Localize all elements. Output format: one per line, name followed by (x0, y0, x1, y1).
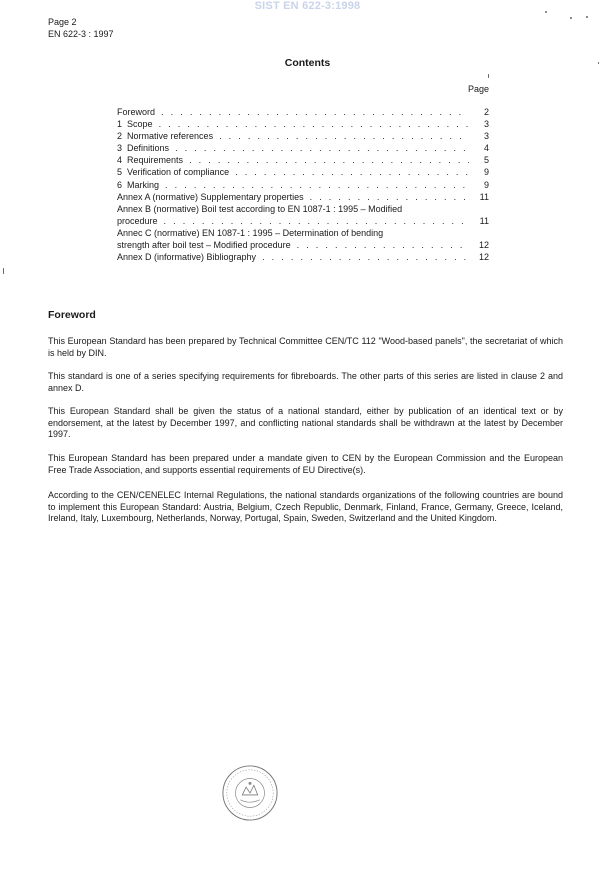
foreword-title: Foreword (48, 309, 96, 321)
toc-leader (161, 106, 469, 118)
toc-entry-annex-c-line1: Annec C (normative) EN 1087-1 : 1995 – Determination of bending (117, 227, 384, 238)
toc-leader (235, 166, 469, 178)
toc-entry-title: procedure (117, 215, 158, 226)
toc-entry-page: 12 (478, 240, 489, 251)
toc-entry-number: 5 (117, 167, 123, 178)
foreword-paragraph-4: This European Standard has been prepared under a mandate given to CEN by the European Commission and the European Free Trade Association, and supports essential requirements of EU Directive(s). (48, 453, 563, 475)
page-number: Page 2 (48, 17, 77, 27)
toc-entry-definitions (117, 142, 489, 154)
toc-entry-title: Scope (127, 119, 153, 130)
toc-entry-title: Annex D (informative) Bibliography (117, 252, 257, 263)
toc-entry-page: 3 (483, 119, 489, 130)
toc-entry-title: strength after boil test – Modified procedure (117, 240, 291, 251)
toc-entry-normative-references (117, 130, 489, 142)
toc-entry-foreword (117, 106, 489, 118)
contents-title: Contents (284, 57, 331, 69)
toc-entry-page: 9 (483, 179, 489, 190)
toc-entry-page: 4 (483, 143, 489, 154)
toc-entry-number: 6 (117, 179, 123, 190)
toc-entry-title: Foreword (117, 107, 156, 117)
standard-id: EN 622-3 : 1997 (48, 29, 114, 39)
toc-entry-page: 2 (483, 107, 489, 117)
toc-entry-title: Requirements (127, 155, 184, 166)
toc-leader (297, 239, 469, 251)
toc-entry-scope (117, 118, 489, 130)
foreword-paragraph-5: According to the CEN/CENELEC Internal Regulations, the national standards organizations of the following countries are bound to implement this European Standard: Austria, Belgium, Czech Republic, Denmark, Finland, France, Germany, Greece, Iceland, Ireland, Italy, Luxembourg, Netherlands, Norway, Portugal, Spain, Sweden, Switzerland and the United Kingdom. (48, 490, 563, 524)
toc-entry-page: 9 (483, 167, 489, 178)
toc-entry-annex-a (117, 191, 489, 203)
foreword-paragraph-1: This European Standard has been prepared by Technical Committee CEN/TC 112 "Wood-based panels", the secretariat of which is held by DIN. (48, 336, 563, 358)
toc-entry-requirements (117, 154, 489, 166)
toc-leader (219, 130, 469, 142)
watermark: SIST EN 622-3:1998 (254, 0, 361, 12)
toc-leader (262, 251, 469, 263)
toc-entry-page: 3 (483, 131, 489, 142)
circular-seal-icon (221, 764, 279, 822)
toc-entry-marking (117, 179, 489, 191)
toc-entry-number: 4 (117, 155, 123, 166)
toc-leader (189, 154, 469, 166)
page-column-header: Page (467, 84, 489, 94)
toc-entry-title: Verification of compliance (127, 167, 230, 178)
table-of-contents (117, 106, 489, 263)
toc-entry-page: 11 (479, 191, 489, 202)
foreword-paragraph-3: This European Standard shall be given the status of a national standard, either by publication of an identical text or by endorsement, at the latest by December 1997, and conflicting national standards shall be withdrawn at the latest by December 1997. (48, 406, 563, 440)
toc-entry-annex-d (117, 251, 489, 263)
foreword-paragraph-2: This standard is one of a series specifying requirements for fibreboards. The other parts of this series are listed in clause 2 and annex D. (48, 371, 563, 393)
toc-entry-title: Marking (127, 179, 160, 190)
toc-entry-page: 5 (483, 155, 489, 166)
toc-leader (159, 118, 469, 130)
toc-entry-annex-b-line1: Annex B (normative) Boil test according to EN 1087-1 : 1995 – Modified (117, 203, 403, 214)
toc-leader (175, 142, 469, 154)
toc-entry-number: 3 (117, 143, 123, 154)
toc-entry-number: 1 (117, 119, 123, 130)
toc-entry-title: Normative references (127, 131, 214, 142)
toc-leader (165, 179, 469, 191)
toc-leader (164, 215, 469, 227)
toc-entry-annex-b (117, 215, 489, 227)
toc-entry-title: Definitions (127, 143, 170, 154)
toc-entry-title: Annex A (normative) Supplementary properties (117, 191, 304, 202)
toc-entry-page: 11 (479, 215, 489, 226)
toc-entry-number: 2 (117, 131, 123, 142)
toc-entry-annex-c (117, 239, 489, 251)
toc-entry-page: 12 (478, 252, 489, 263)
page-header (48, 16, 114, 40)
toc-leader (310, 191, 469, 203)
toc-entry-verification (117, 166, 489, 178)
